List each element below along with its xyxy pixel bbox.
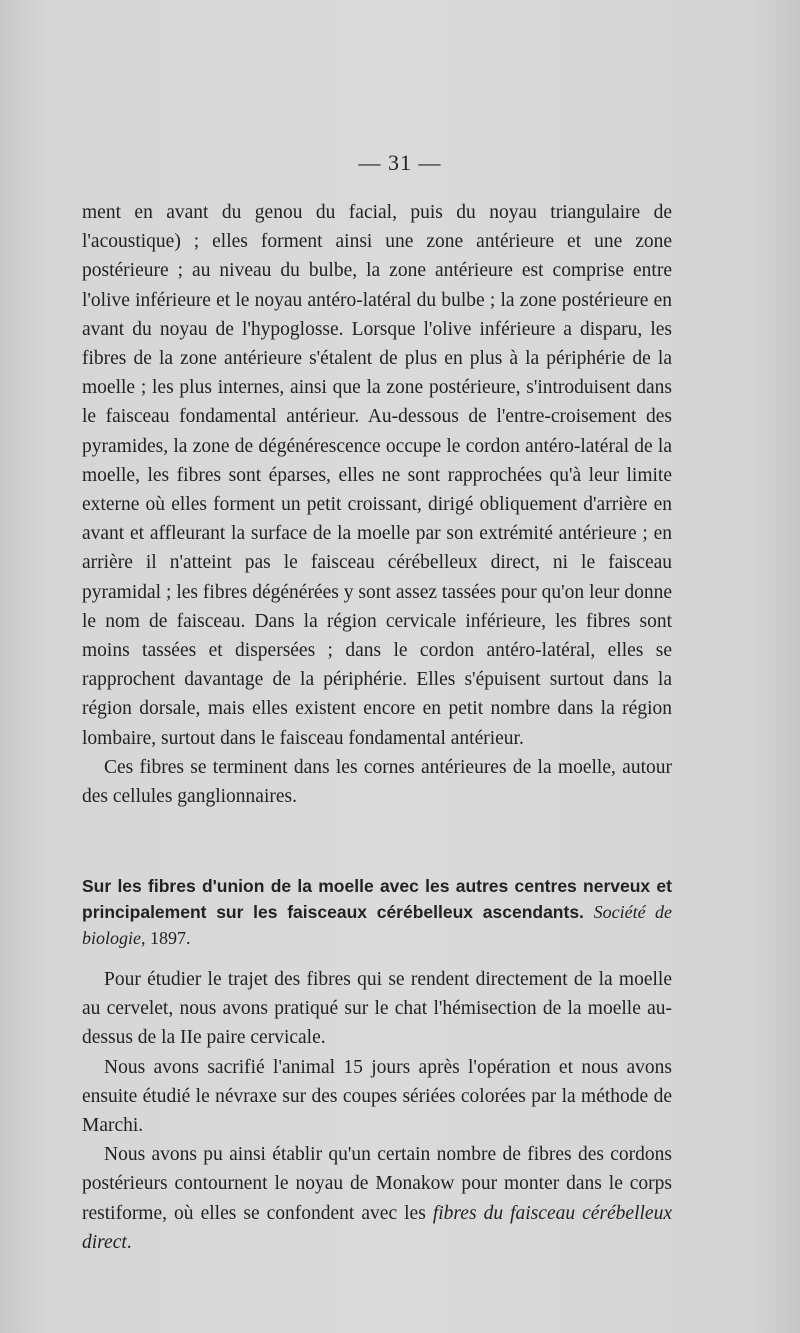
section-heading (82, 873, 672, 951)
paragraph-termination: Ces fibres se terminent dans les cornes antérieures de la moelle, autour des cellules ganglionnaires. (82, 756, 672, 808)
result-italic: fibres du faisceau cérébelleux direct (82, 1202, 672, 1253)
source-year: , 1897. (141, 928, 191, 948)
section-heading-title: Sur les fibres d'union de la moelle avec les autres centres nerveux et principalement sur les faisceaux cérébelleux ascendants. (82, 876, 672, 922)
result-end: . (126, 1231, 132, 1253)
body-text-bottom (82, 965, 672, 1257)
body-text-top (82, 198, 672, 811)
source-journal: Société de biologie (82, 902, 672, 948)
page-number: — 31 — (358, 150, 442, 175)
result-text: Nous avons pu ainsi établir qu'un certain nombre de fibres des cordons postérieurs contournent le noyau de Monakow pour monter dans le corps restiforme, où elles se confondent avec les (82, 1144, 672, 1224)
paragraph-continuation: ment en avant du genou du facial, puis du noyau triangulaire de l'acoustique) ; elles forment ainsi une zone antérieure et une zone postérieure ; au niveau du bulbe, la zone antérieure est comprise entre l'olive inférieure et le noyau antéro-latéral du bulbe ; la zone postérieure en avant du noyau de l'hypoglosse. Lorsque l'olive inférieure a disparu, les fibres de la zone antérieure s'étalent de plus en plus à la périphérie de la moelle ; les plus internes, ainsi que la zone postérieure, s'introduisent dans le faisceau fondamental antérieur. Au-dessous de l'entre-croisement des pyramides, la zone de dégénérescence occupe le cordon antéro-latéral de la moelle, les fibres sont éparses, elles ne sont rapprochées qu'à leur limite externe où elles forment un petit croissant, dirigé obliquement d'arrière en avant et affleurant la surface de la moelle par son extrémité antérieure ; en arrière il n'atteint pas le faisceau cérébelleux direct, ni le faisceau pyramidal ; les fibres dégénérées y sont assez tassées pour qu'on leur donne le nom de faisceau. Dans la région cervicale inférieure, les fibres sont moins tassées et dispersées ; dans le cordon antéro-latéral, elles se rapprochent davantage de la périphérie. Elles s'épuisent surtout dans la région dorsale, mais elles existent encore en petit nombre dans la région lombaire, surtout dans le faisceau fondamental antérieur. (82, 202, 672, 749)
paragraph-sacrifice: Nous avons sacrifié l'animal 15 jours après l'opération et nous avons ensuite étudié le névraxe sur des coupes sériées colorées par la méthode de Marchi. (82, 1056, 672, 1137)
paragraph-method: Pour étudier le trajet des fibres qui se rendent directement de la moelle au cervelet, nous avons pratiqué sur le chat l'hémisection de la moelle au-dessus de la IIe paire cervicale. (82, 969, 672, 1049)
paragraph-result (82, 1140, 672, 1257)
